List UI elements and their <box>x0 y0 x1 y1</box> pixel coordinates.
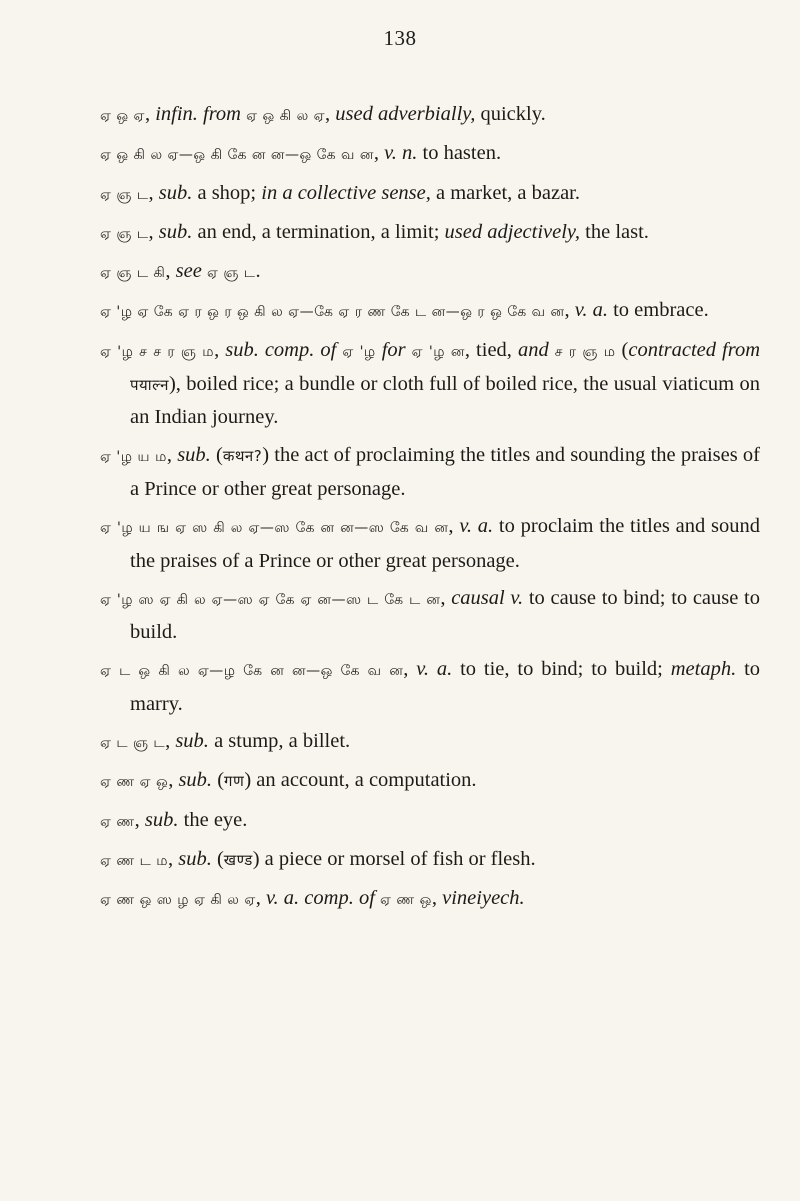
italic-gloss: contracted from <box>628 338 761 361</box>
definition-text: the last. <box>580 220 649 243</box>
italic-gloss: sub. <box>158 220 193 243</box>
definition-text: ( <box>615 338 629 361</box>
italic-gloss: v. a. comp. of <box>265 887 381 910</box>
dictionary-entry <box>100 177 760 211</box>
definition-text: to marry. <box>130 658 761 715</box>
definition-text: , <box>214 338 226 361</box>
definition-text: , <box>166 443 178 466</box>
definition-text: , tied, <box>464 338 518 361</box>
headword: ஏ ஞ ட கி <box>100 265 166 282</box>
definition-text: a stump, a billet. <box>208 730 351 753</box>
dictionary-entry <box>100 653 760 720</box>
dictionary-entry <box>100 294 760 328</box>
definition-text: quickly. <box>475 103 546 125</box>
headword: ஏ ஞ ட <box>100 225 149 242</box>
italic-gloss: infin. from <box>155 103 247 125</box>
dictionary-entry <box>100 137 760 171</box>
dictionary-entries <box>100 98 760 922</box>
italic-gloss: sub. <box>178 847 212 870</box>
italic-gloss: in a collective sense, <box>261 181 431 204</box>
definition-text: ( <box>212 769 225 792</box>
italic-gloss: v. a. <box>574 299 608 322</box>
definition-text: ( <box>210 443 223 466</box>
definition-text: to hasten. <box>417 142 502 165</box>
definition-text: to tie, to bind; to build; <box>452 658 671 681</box>
italic-gloss: see <box>175 260 207 283</box>
dictionary-entry <box>100 255 760 289</box>
italic-gloss: used adjectively, <box>444 220 581 243</box>
definition-text: , <box>168 769 179 792</box>
headword: ஏ 'ழ <box>342 343 376 360</box>
headword: ஏ 'ழ ச ச ர ஞ ம <box>100 343 215 360</box>
headword: ஏ ட ஞ ட <box>100 735 166 752</box>
italic-gloss: sub. <box>178 769 213 792</box>
definition-text: , <box>165 260 176 283</box>
italic-gloss: and <box>517 338 555 361</box>
headword: ஏ ஞ ட <box>206 265 256 282</box>
definition-text: , <box>564 299 575 322</box>
dictionary-entry <box>100 216 760 250</box>
italic-gloss: sub. <box>175 730 209 753</box>
definition-text: ) a piece or morsel of fish or flesh. <box>252 847 536 870</box>
tamil-forms: ஏ 'ழ ய ங ஏ ஸ கி ல ஏ—ஸ கே ன ன—ஸ கே வ ன <box>100 520 449 537</box>
definition-text: an end, a termination, a limit; <box>192 220 445 243</box>
dictionary-entry <box>100 334 760 434</box>
tamil-forms: ஏ ண ஒ ஸ ழ ஏ கி ல ஏ <box>100 892 256 909</box>
headword: ஏ 'ழ ன <box>411 343 465 360</box>
dictionary-entry <box>100 843 760 877</box>
definition-text: to proclaim the titles and sound the praises of a Prince or other great personage. <box>130 515 761 572</box>
headword: ஏ ண ஒ <box>380 892 432 909</box>
definition-text: , <box>167 847 179 870</box>
sanskrit-etymon: गण <box>224 772 245 791</box>
definition-text: , <box>165 730 176 753</box>
definition-text: ), boiled rice; a bundle or cloth full of boiled rice, the usual viaticum on an Indian journey. <box>130 373 760 429</box>
headword: ஏ ண ட ம <box>100 852 168 869</box>
italic-gloss: causal v. <box>451 586 524 609</box>
headword: ஏ ஒ ஏ <box>100 108 145 124</box>
italic-gloss: sub. <box>158 181 193 204</box>
definition-text: , <box>448 515 460 538</box>
italic-gloss: metaph. <box>670 658 737 681</box>
tamil-forms: ஏ ட ஒ கி ல ஏ—ழ கே ன ன—ஒ கே வ ன <box>100 663 404 680</box>
tamil-forms: ஏ ஒ கி ல ஏ <box>246 108 326 124</box>
italic-gloss: v. n. <box>384 142 418 165</box>
sanskrit-etymon: कथन? <box>222 446 263 465</box>
definition-text: ( <box>211 847 224 870</box>
dictionary-entry <box>100 882 760 916</box>
sanskrit-etymon: पयाल्न <box>130 376 169 395</box>
italic-gloss: sub. comp. of <box>225 338 343 361</box>
definition-text: to cause to bind; to cause to build. <box>130 586 761 644</box>
dictionary-entry <box>100 804 760 838</box>
headword: ஏ 'ழ ய ம <box>100 448 167 465</box>
italic-gloss: used adverbially, <box>335 103 476 125</box>
definition-text: ) an account, a computation. <box>244 769 477 792</box>
definition-text: , <box>134 808 145 831</box>
sanskrit-etymon: खण्ड <box>223 850 253 869</box>
italic-gloss: sub. <box>144 808 179 831</box>
headword: ஏ ஞ ட <box>100 186 149 203</box>
definition-text: the eye. <box>178 808 248 831</box>
definition-text: , <box>144 103 156 125</box>
tamil-forms: ஏ ஒ கி ல ஏ—ஒ கி கே ன ன—ஒ கே வ ன <box>100 147 374 164</box>
page-number: 138 <box>383 26 417 50</box>
dictionary-entry <box>100 764 760 798</box>
headword: ஏ ண <box>100 813 135 830</box>
dictionary-entry <box>100 725 760 759</box>
dictionary-entry <box>100 98 760 132</box>
definition-text: , <box>325 103 336 125</box>
definition-text: , <box>403 658 417 681</box>
definition-text: a market, a bazar. <box>430 181 580 204</box>
definition-text: ) the act of proclaiming the titles and sounding the praises of a Prince or other great personage. <box>130 443 761 500</box>
italic-gloss: v. a. <box>459 515 494 538</box>
definition-text: . <box>255 260 261 283</box>
headword: ச ர ஞ ம <box>554 343 616 360</box>
definition-text: , <box>373 142 385 165</box>
tamil-forms: ஏ 'ழ ஸ ஏ கி ல ஏ—ஸ ஏ கே ஏ ன—ஸ ட கே ட ன <box>100 591 441 608</box>
definition-text: to embrace. <box>607 299 709 322</box>
definition-text: , <box>431 887 443 910</box>
dictionary-entry <box>100 439 760 506</box>
definition-text: , <box>255 887 266 910</box>
dictionary-entry <box>100 510 760 577</box>
dictionary-entry <box>100 582 760 649</box>
italic-gloss: vineiyech. <box>442 887 525 910</box>
italic-gloss: v. a. <box>416 658 453 681</box>
headword: ஏ ண ஏ ஒ <box>100 774 169 791</box>
definition-text: , <box>148 181 159 204</box>
definition-text: , <box>148 220 159 243</box>
italic-gloss: sub. <box>177 443 211 466</box>
italic-gloss: for <box>375 338 412 361</box>
tamil-forms: ஏ 'ழ ஏ கே ஏ ர ஒ ர ஒ கி ல ஏ—கே ஏ ர ண கே ட ன—ஒ ர ஒ கே வ ன <box>100 304 565 321</box>
definition-text: , <box>440 586 452 609</box>
definition-text: a shop; <box>192 181 262 204</box>
